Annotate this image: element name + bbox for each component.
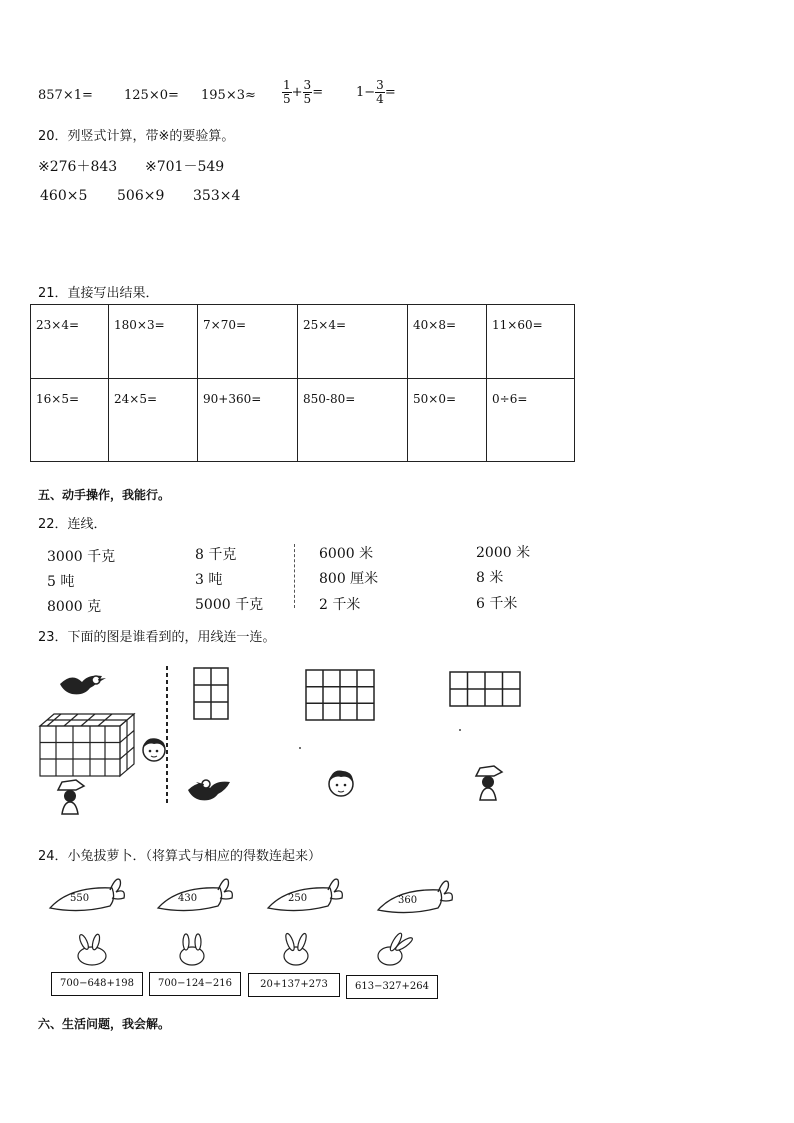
q22-col3-item: 2 千米 — [319, 597, 361, 613]
table-cell: 180×3= — [109, 305, 198, 379]
table-row — [31, 305, 575, 379]
q20-expr-353x4: 353×4 — [193, 188, 241, 204]
fraction-1-5: $\frac{1}{5}$ — [283, 78, 291, 106]
carrot-value: 550 — [70, 893, 90, 904]
child-face-icon — [143, 738, 165, 761]
q22-col2-item: 5000 千克 — [195, 597, 264, 613]
equation-tag: 613−327+264 — [346, 975, 438, 999]
q22-col3-item: 6000 米 — [319, 546, 374, 562]
equation-tag: 700−124−216 — [149, 972, 241, 996]
table-cell: 11×60= — [487, 305, 575, 379]
q21-title: 21．直接写出结果． — [38, 286, 159, 301]
q22-title: 22．连线． — [38, 517, 107, 532]
q23-view-figure — [30, 658, 550, 823]
expr-857x1: 857×1= — [38, 88, 93, 103]
q20-expr-460x5: 460×5 — [40, 188, 88, 204]
cube-stack-icon — [40, 714, 134, 776]
q20-title: 20．列竖式计算，带※的要验算。 — [38, 129, 235, 144]
section6-title: 六、生活问题，我会解。 — [38, 1017, 171, 1031]
bird-icon — [188, 780, 230, 800]
q22-col4-item: 6 千米 — [476, 596, 518, 612]
q23-title: 23．下面的图是谁看到的，用线连一连。 — [38, 630, 276, 645]
table-row — [31, 379, 575, 462]
fraction-3-5: $\frac{3}{5}$ — [303, 78, 312, 106]
table-cell: 23×4= — [31, 305, 109, 379]
table-cell: 40×8= — [408, 305, 487, 379]
table-cell: 25×4= — [298, 305, 408, 379]
rabbit-icon — [78, 933, 106, 965]
hat-person-icon — [58, 780, 84, 814]
fraction-3-4: $\frac{3}{4}$ — [376, 78, 384, 106]
rabbit-icon — [378, 932, 414, 965]
table-cell: 16×5= — [31, 379, 109, 462]
q22-col1-item: 8000 克 — [47, 599, 102, 615]
carrot-value: 430 — [178, 893, 198, 904]
q22-col3-item: 800 厘米 — [319, 571, 379, 587]
rabbit-icon — [180, 934, 204, 965]
section5-title: 五、动手操作，我能行。 — [38, 488, 171, 502]
table-cell: 0÷6= — [487, 379, 575, 462]
expr-fraction-sum: $\frac{1}{5}$ + $\frac{3}{5}$ = — [283, 78, 324, 106]
expr-195x3: 195×3≈ — [201, 88, 256, 103]
q22-col1-item: 3000 千克 — [47, 549, 116, 565]
expr-125x0: 125×0= — [124, 88, 179, 103]
q22-col4-item: 8 米 — [476, 570, 504, 586]
table-cell: 90+360= — [198, 379, 298, 462]
table-cell: 24×5= — [109, 379, 198, 462]
q22-dashed-divider — [294, 544, 295, 608]
bird-icon — [60, 676, 106, 695]
q21-calc-table — [30, 304, 575, 462]
q22-col2-item: 3 吨 — [195, 572, 223, 588]
q20-expr-701-549: ※701－549 — [145, 159, 225, 175]
child-face-icon — [329, 770, 353, 796]
q22-col1-item: 5 吨 — [47, 574, 75, 590]
q20-expr-276-843: ※276＋843 — [38, 159, 118, 175]
view-grid-4x2 — [450, 672, 520, 706]
q24-title: 24．小兔拔萝卜．（将算式与相应的得数连起来） — [38, 849, 322, 864]
q20-expr-506x9: 506×9 — [117, 188, 165, 204]
hat-person-icon — [476, 766, 502, 800]
equation-tag: 700−648+198 — [51, 972, 143, 996]
q22-col4-item: 2000 米 — [476, 545, 531, 561]
rabbit-icon — [284, 933, 308, 965]
q22-col2-item: 8 千克 — [195, 547, 237, 563]
expr-one-minus-fraction: 1− $\frac{3}{4}$ = — [356, 78, 396, 106]
carrot-value: 360 — [398, 895, 418, 906]
view-grid-2x3 — [194, 668, 228, 719]
table-cell: 50×0= — [408, 379, 487, 462]
table-cell: 850-80= — [298, 379, 408, 462]
equation-tag: 20+137+273 — [248, 973, 340, 997]
carrot-value: 250 — [288, 893, 308, 904]
table-cell: 7×70= — [198, 305, 298, 379]
view-grid-4x3 — [306, 670, 374, 720]
